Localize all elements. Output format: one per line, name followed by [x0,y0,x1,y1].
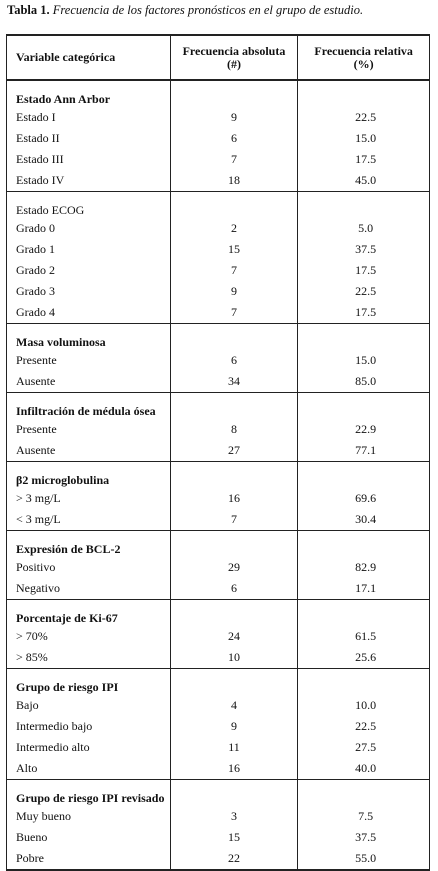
table-row [7,419,430,440]
absolute-frequency-cell: 10 [170,647,298,669]
group-title: Estado ECOG [7,192,171,219]
row-label: Bajo [7,695,171,716]
absolute-frequency-cell: 16 [170,758,298,780]
absolute-frequency-cell: 15 [170,827,298,848]
empty-cell [298,780,430,807]
relative-frequency-cell: 25.6 [298,647,430,669]
table-row [7,440,430,462]
table-header [7,35,430,80]
relative-frequency-cell: 30.4 [298,509,430,531]
empty-cell [170,600,298,627]
empty-cell [170,324,298,351]
table-row [7,302,430,324]
relative-frequency-cell: 27.5 [298,737,430,758]
table-row [7,647,430,669]
relative-frequency-cell: 82.9 [298,557,430,578]
empty-cell [298,600,430,627]
table-body [7,80,430,870]
absolute-frequency-cell: 22 [170,848,298,870]
group-title: Estado Ann Arbor [7,80,171,107]
header-absolute-line2: (#) [226,56,241,71]
absolute-frequency-cell: 4 [170,695,298,716]
table-row [7,107,430,128]
table-row [7,827,430,848]
row-label: Grado 4 [7,302,171,324]
group-title-row [7,780,430,807]
group-title: Porcentaje de Ki-67 [7,600,171,627]
empty-cell [298,669,430,696]
absolute-frequency-cell: 29 [170,557,298,578]
row-label: Presente [7,419,171,440]
header-absolute-line1: Frecuencia absoluta [182,43,286,58]
prognostic-factors-table [6,34,430,871]
row-label: Positivo [7,557,171,578]
empty-cell [298,531,430,558]
row-label: Grado 2 [7,260,171,281]
table-row [7,488,430,509]
row-label: Negativo [7,578,171,600]
relative-frequency-cell: 22.9 [298,419,430,440]
empty-cell [298,393,430,420]
row-label: Intermedio alto [7,737,171,758]
group-title: Grupo de riesgo IPI revisado [7,780,171,807]
absolute-frequency-cell: 9 [170,716,298,737]
relative-frequency-cell: 17.5 [298,260,430,281]
group-title-row [7,531,430,558]
group-title: Infiltración de médula ósea [7,393,171,420]
absolute-frequency-cell: 16 [170,488,298,509]
absolute-frequency-cell: 2 [170,218,298,239]
relative-frequency-cell: 15.0 [298,350,430,371]
header-absolute-frequency [170,35,298,80]
row-label: Estado IV [7,170,171,192]
table-row [7,509,430,531]
absolute-frequency-cell: 7 [170,260,298,281]
empty-cell [170,780,298,807]
table-row [7,128,430,149]
table-row [7,578,430,600]
absolute-frequency-cell: 15 [170,239,298,260]
group-title-row [7,462,430,489]
group-title-row [7,80,430,107]
group-title-row [7,669,430,696]
absolute-frequency-cell: 11 [170,737,298,758]
group-title-row [7,393,430,420]
empty-cell [298,80,430,107]
empty-cell [170,192,298,219]
relative-frequency-cell: 45.0 [298,170,430,192]
absolute-frequency-cell: 7 [170,149,298,170]
row-label: > 85% [7,647,171,669]
table-row [7,737,430,758]
absolute-frequency-cell: 7 [170,509,298,531]
header-variable: Variable categórica [7,35,171,80]
empty-cell [170,462,298,489]
absolute-frequency-cell: 24 [170,626,298,647]
relative-frequency-cell: 61.5 [298,626,430,647]
table-row [7,758,430,780]
row-label: Estado I [7,107,171,128]
header-relative-line2: (%) [353,56,374,71]
row-label: Grado 0 [7,218,171,239]
relative-frequency-cell: 22.5 [298,716,430,737]
row-label: Ausente [7,371,171,393]
row-label: < 3 mg/L [7,509,171,531]
absolute-frequency-cell: 8 [170,419,298,440]
row-label: Intermedio bajo [7,716,171,737]
absolute-frequency-cell: 18 [170,170,298,192]
relative-frequency-cell: 37.5 [298,239,430,260]
header-relative-line1: Frecuencia relativa [314,43,413,58]
absolute-frequency-cell: 9 [170,107,298,128]
header-relative-frequency [298,35,430,80]
table-row [7,626,430,647]
empty-cell [298,324,430,351]
absolute-frequency-cell: 9 [170,281,298,302]
relative-frequency-cell: 37.5 [298,827,430,848]
row-label: Bueno [7,827,171,848]
relative-frequency-cell: 10.0 [298,695,430,716]
table-row [7,260,430,281]
group-title-row [7,192,430,219]
absolute-frequency-cell: 27 [170,440,298,462]
absolute-frequency-cell: 6 [170,128,298,149]
caption-label: Tabla 1. [7,3,50,17]
group-title: Masa voluminosa [7,324,171,351]
row-label: Pobre [7,848,171,870]
row-label: Estado II [7,128,171,149]
table-row [7,716,430,737]
table-row [7,806,430,827]
empty-cell [170,531,298,558]
caption-text: Frecuencia de los factores pronósticos en el grupo de estudio. [52,3,364,17]
row-label: Alto [7,758,171,780]
table-row [7,149,430,170]
row-label: Muy bueno [7,806,171,827]
absolute-frequency-cell: 34 [170,371,298,393]
relative-frequency-cell: 40.0 [298,758,430,780]
table-row [7,557,430,578]
row-label: > 3 mg/L [7,488,171,509]
relative-frequency-cell: 5.0 [298,218,430,239]
relative-frequency-cell: 55.0 [298,848,430,870]
group-title-row [7,600,430,627]
relative-frequency-cell: 17.1 [298,578,430,600]
relative-frequency-cell: 17.5 [298,302,430,324]
table-caption [7,3,363,18]
relative-frequency-cell: 17.5 [298,149,430,170]
relative-frequency-cell: 7.5 [298,806,430,827]
relative-frequency-cell: 69.6 [298,488,430,509]
table-row [7,281,430,302]
relative-frequency-cell: 22.5 [298,107,430,128]
table-row [7,239,430,260]
empty-cell [298,192,430,219]
group-title: β2 microglobulina [7,462,171,489]
table-row [7,350,430,371]
group-title-row [7,324,430,351]
empty-cell [170,80,298,107]
empty-cell [170,393,298,420]
row-label: Estado III [7,149,171,170]
table-row [7,371,430,393]
table-row [7,695,430,716]
row-label: Presente [7,350,171,371]
row-label: Grado 1 [7,239,171,260]
relative-frequency-cell: 77.1 [298,440,430,462]
absolute-frequency-cell: 6 [170,350,298,371]
row-label: Grado 3 [7,281,171,302]
relative-frequency-cell: 15.0 [298,128,430,149]
row-label: > 70% [7,626,171,647]
group-title: Grupo de riesgo IPI [7,669,171,696]
absolute-frequency-cell: 6 [170,578,298,600]
absolute-frequency-cell: 7 [170,302,298,324]
absolute-frequency-cell: 3 [170,806,298,827]
relative-frequency-cell: 22.5 [298,281,430,302]
group-title: Expresión de BCL-2 [7,531,171,558]
empty-cell [170,669,298,696]
relative-frequency-cell: 85.0 [298,371,430,393]
table-row [7,170,430,192]
row-label: Ausente [7,440,171,462]
table-row [7,218,430,239]
empty-cell [298,462,430,489]
